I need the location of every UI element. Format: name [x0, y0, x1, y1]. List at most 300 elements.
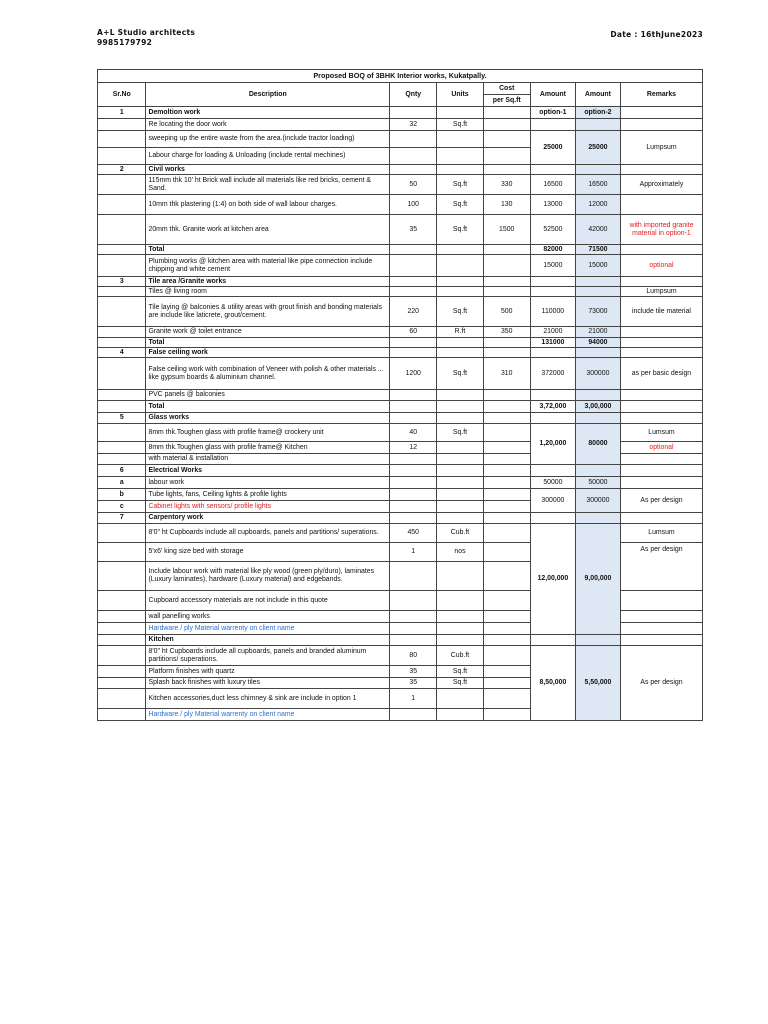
cell-description: Tile laying @ balconies & utility areas with grout finish and bonding materials are include like laticrete, grout/cement.: [146, 297, 390, 327]
cell-remarks: Lumpsum: [620, 131, 702, 165]
cell-cost: [483, 465, 530, 477]
cell-qnty: 80: [390, 646, 437, 666]
cell-description: Splash back finishes with luxury tiles: [146, 678, 390, 689]
cell-amount-2: [575, 119, 620, 131]
cell-qnty: [390, 131, 437, 148]
table-row: [98, 131, 703, 148]
cell-qnty: [390, 709, 437, 721]
cell-units: Sq.ft: [437, 297, 483, 327]
cell-qnty: 60: [390, 327, 437, 338]
cell-cost: [483, 348, 530, 358]
cell-description: Hardware / ply Material warrenty on client name: [146, 709, 390, 721]
cell-qnty: [390, 635, 437, 646]
cell-qnty: [390, 148, 437, 165]
total-amount-2: 3,00,000: [575, 401, 620, 413]
cell-units: Cub.ft: [437, 524, 483, 543]
cell-srno: [98, 442, 146, 454]
cell-srno: [98, 401, 146, 413]
cell-qnty: [390, 489, 437, 501]
total-label: Total: [146, 338, 390, 348]
cell-qnty: [390, 348, 437, 358]
cell-units: [437, 709, 483, 721]
cell-units: Sq.ft: [437, 215, 483, 245]
cell-srno: [98, 635, 146, 646]
cell-qnty: 35: [390, 678, 437, 689]
cell-cost: [483, 489, 530, 501]
cell-cost: [483, 424, 530, 442]
cell-srno: 3: [98, 277, 146, 287]
cell-units: Cub.ft: [437, 646, 483, 666]
cell-srno: [98, 358, 146, 390]
cell-srno: [98, 689, 146, 709]
cell-amount-1: [530, 277, 575, 287]
cell-srno: [98, 338, 146, 348]
table-row: [98, 245, 703, 255]
cell-qnty: 50: [390, 175, 437, 195]
cell-description: Kitchen accessories,duct less chimney & sink are include in option 1: [146, 689, 390, 709]
cell-srno: 2: [98, 165, 146, 175]
cell-units: [437, 338, 483, 348]
cell-qnty: [390, 413, 437, 424]
cell-cost: [483, 666, 530, 678]
cell-units: Sq.ft: [437, 424, 483, 442]
section-heading: False ceiling work: [146, 348, 390, 358]
cell-cost: [483, 543, 530, 562]
cell-amount-2: 80000: [575, 424, 620, 465]
section-heading: Carpentory work: [146, 513, 390, 524]
cell-description: Granite work @ toilet entrance: [146, 327, 390, 338]
cell-qnty: 35: [390, 215, 437, 245]
cell-srno: [98, 195, 146, 215]
cell-cost: [483, 338, 530, 348]
cell-srno: 6: [98, 465, 146, 477]
cell-qnty: [390, 390, 437, 401]
cell-units: [437, 465, 483, 477]
cell-qnty: [390, 477, 437, 489]
cell-description: Hardware / ply Material warrenty on client name: [146, 623, 390, 635]
cell-description: PVC panels @ balconies: [146, 390, 390, 401]
col-header-description: Description: [146, 83, 390, 107]
table-row: [98, 513, 703, 524]
cell-description: Plumbing works @ kitchen area with material like pipe connection include chipping and white cement: [146, 255, 390, 277]
cell-units: [437, 401, 483, 413]
cell-srno: [98, 245, 146, 255]
cell-amount-1: [530, 465, 575, 477]
cell-description: Cupboard accessory materials are not include in this quote: [146, 591, 390, 611]
cell-amount-2: [575, 635, 620, 646]
table-row: [98, 524, 703, 543]
cell-cost: 310: [483, 358, 530, 390]
cell-amount-2: 16500: [575, 175, 620, 195]
col-header-cost-unit: per Sq.ft: [483, 95, 530, 107]
cell-cost: [483, 635, 530, 646]
cell-amount-1: 50000: [530, 477, 575, 489]
total-amount-2: 71500: [575, 245, 620, 255]
cell-cost: [483, 501, 530, 513]
cell-description: Labour charge for loading & Unloading (include rental mechines): [146, 148, 390, 165]
cell-srno: [98, 611, 146, 623]
table-row: [98, 107, 703, 119]
table-title-row: [98, 70, 703, 83]
cell-units: [437, 348, 483, 358]
cell-description: 20mm thk. Granite work at kitchen area: [146, 215, 390, 245]
table-row: [98, 489, 703, 501]
cell-cost: [483, 165, 530, 175]
cell-description: 115mm thk 10' ht Brick wall include all materials like red bricks, cement & Sand.: [146, 175, 390, 195]
cell-srno: [98, 327, 146, 338]
cell-units: [437, 635, 483, 646]
cell-units: Sq.ft: [437, 195, 483, 215]
cell-remarks: include tile material: [620, 297, 702, 327]
cell-remarks: optional: [620, 442, 702, 454]
cell-srno: [98, 287, 146, 297]
cell-remarks: [620, 245, 702, 255]
cell-cost: [483, 513, 530, 524]
cell-units: R.ft: [437, 327, 483, 338]
cell-qnty: 220: [390, 297, 437, 327]
cell-srno: [98, 666, 146, 678]
cell-units: Sq.ft: [437, 678, 483, 689]
cell-remarks: [620, 591, 702, 611]
cell-units: [437, 442, 483, 454]
firm-header: [97, 28, 195, 48]
col-header-srno: Sr.No: [98, 83, 146, 107]
col-header-amount-2: Amount: [575, 83, 620, 107]
cell-cost: [483, 709, 530, 721]
cell-units: [437, 501, 483, 513]
cell-units: [437, 287, 483, 297]
cell-amount-1: 13000: [530, 195, 575, 215]
cell-amount-2: 73000: [575, 297, 620, 327]
cell-amount-1: 15000: [530, 255, 575, 277]
cell-units: [437, 477, 483, 489]
table-header-row: [98, 83, 703, 95]
table-row: [98, 195, 703, 215]
cell-cost: [483, 454, 530, 465]
cell-srno: [98, 543, 146, 562]
cell-amount-2: [575, 413, 620, 424]
cell-qnty: 40: [390, 424, 437, 442]
cell-units: [437, 454, 483, 465]
table-row: [98, 277, 703, 287]
cell-qnty: [390, 277, 437, 287]
cell-description: 8mm thk.Toughen glass with profile frame@ Kitchen: [146, 442, 390, 454]
cell-srno: a: [98, 477, 146, 489]
cell-cost: [483, 245, 530, 255]
cell-description: 8mm thk.Toughen glass with profile frame@ crockery unit: [146, 424, 390, 442]
cell-srno: [98, 297, 146, 327]
table-row: [98, 465, 703, 477]
section-heading: Kitchen: [146, 635, 390, 646]
cell-qnty: 35: [390, 666, 437, 678]
cell-amount-2: 12000: [575, 195, 620, 215]
firm-name: A+L Studio architects: [97, 28, 196, 37]
cell-cost: [483, 646, 530, 666]
cell-qnty: [390, 255, 437, 277]
cell-remarks: Approximately: [620, 175, 702, 195]
firm-phone: 9985179792: [97, 38, 153, 47]
section-heading: Civil works: [146, 165, 390, 175]
cell-srno: [98, 119, 146, 131]
cell-remarks: [620, 107, 702, 119]
cell-amount-1: [530, 635, 575, 646]
cell-units: [437, 562, 483, 591]
cell-description: with material & installation: [146, 454, 390, 465]
cell-remarks: as per basic design: [620, 358, 702, 390]
cell-srno: [98, 390, 146, 401]
cell-amount-1: 8,50,000: [530, 646, 575, 721]
cell-description: wall panelling works: [146, 611, 390, 623]
cell-amount-2: 25000: [575, 131, 620, 165]
cell-qnty: [390, 591, 437, 611]
cell-remarks: [620, 338, 702, 348]
cell-description: 8'0" ht Cupboards include all cupboards, panels and branded aluminum partitions/ superations.: [146, 646, 390, 666]
cell-qnty: 1: [390, 689, 437, 709]
cell-units: [437, 165, 483, 175]
cell-amount-1: [530, 165, 575, 175]
cell-amount-2: 300000: [575, 358, 620, 390]
total-label: Total: [146, 401, 390, 413]
cell-cost: [483, 689, 530, 709]
col-header-qnty: Qnty: [390, 83, 437, 107]
table-row: [98, 165, 703, 175]
total-amount-1: 131000: [530, 338, 575, 348]
table-row: [98, 287, 703, 297]
cell-cost: [483, 390, 530, 401]
cell-description: Tiles @ living room: [146, 287, 390, 297]
cell-amount-2: 42000: [575, 215, 620, 245]
cell-srno: [98, 591, 146, 611]
cell-qnty: 450: [390, 524, 437, 543]
cell-cost: 350: [483, 327, 530, 338]
cell-remarks: [620, 611, 702, 623]
cell-description: 8'0" ht Cupboards include all cupboards, panels and partitions/ superations.: [146, 524, 390, 543]
cell-amount-1: 16500: [530, 175, 575, 195]
cell-srno: [98, 646, 146, 666]
cell-amount-2: 9,00,000: [575, 524, 620, 635]
table-row: [98, 327, 703, 338]
table-row: [98, 477, 703, 489]
total-amount-2: 94000: [575, 338, 620, 348]
cell-remarks: [620, 327, 702, 338]
cell-description: sweeping up the entire waste from the area.(include tractor loading): [146, 131, 390, 148]
section-heading: Electrical Works: [146, 465, 390, 477]
cell-cost: 1500: [483, 215, 530, 245]
cell-amount-1: 25000: [530, 131, 575, 165]
cell-qnty: 1200: [390, 358, 437, 390]
cell-amount-2: 5,50,000: [575, 646, 620, 721]
cell-qnty: [390, 165, 437, 175]
cell-units: Sq.ft: [437, 119, 483, 131]
cell-units: [437, 131, 483, 148]
col-header-units: Units: [437, 83, 483, 107]
cell-description: Cabinet lights with sensors/ profile lights: [146, 501, 390, 513]
cell-srno: [98, 175, 146, 195]
table-row: [98, 348, 703, 358]
cell-description: 5'x6' king size bed with storage: [146, 543, 390, 562]
cell-description: labour work: [146, 477, 390, 489]
cell-remarks: As per design: [620, 543, 702, 591]
cell-remarks: Lumsum: [620, 524, 702, 543]
document-date: Date : 16thJune2023: [610, 30, 703, 39]
section-heading: Glass works: [146, 413, 390, 424]
cell-srno: [98, 709, 146, 721]
cell-amount-2: 15000: [575, 255, 620, 277]
cell-amount-1: 372000: [530, 358, 575, 390]
cell-cost: [483, 255, 530, 277]
cell-units: [437, 148, 483, 165]
cell-units: [437, 489, 483, 501]
cell-qnty: 100: [390, 195, 437, 215]
cell-remarks: optional: [620, 255, 702, 277]
table-row: [98, 215, 703, 245]
cell-srno: c: [98, 501, 146, 513]
cell-description: Include labour work with material like ply wood (green ply/duro), laminates (Luxury laminates), hardware (Luxury material) and edgebands.: [146, 562, 390, 591]
cell-cost: [483, 131, 530, 148]
cell-srno: [98, 148, 146, 165]
section-heading: Demoltion work: [146, 107, 390, 119]
cell-remarks: [620, 635, 702, 646]
cell-cost: 330: [483, 175, 530, 195]
cell-amount-2: [575, 513, 620, 524]
total-amount-1: 3,72,000: [530, 401, 575, 413]
cell-units: [437, 611, 483, 623]
cell-amount-1: 21000: [530, 327, 575, 338]
cell-qnty: [390, 623, 437, 635]
cell-remarks: [620, 390, 702, 401]
cell-cost: [483, 591, 530, 611]
cell-srno: [98, 454, 146, 465]
cell-description: False ceiling work with combination of Veneer with polish & other materials ... like gypsum boards & aluminium channel.: [146, 358, 390, 390]
table-row: [98, 424, 703, 442]
cell-remarks: Lumsum: [620, 424, 702, 442]
table-title: Proposed BOQ of 3BHK Interior works, Kukatpally.: [98, 70, 703, 83]
cell-remarks: [620, 348, 702, 358]
cell-remarks: [620, 465, 702, 477]
cell-amount-1: [530, 513, 575, 524]
cell-option-1-label: option-1: [530, 107, 575, 119]
cell-qnty: [390, 501, 437, 513]
cell-cost: [483, 413, 530, 424]
cell-srno: 5: [98, 413, 146, 424]
cell-cost: [483, 287, 530, 297]
cell-cost: [483, 401, 530, 413]
table-row: [98, 338, 703, 348]
cell-srno: [98, 623, 146, 635]
table-row: [98, 119, 703, 131]
table-row: [98, 175, 703, 195]
cell-amount-1: [530, 348, 575, 358]
col-header-cost: Cost: [483, 83, 530, 95]
cell-qnty: [390, 245, 437, 255]
cell-amount-1: [530, 390, 575, 401]
total-label: Total: [146, 245, 390, 255]
table-row: [98, 646, 703, 666]
cell-amount-1: 52500: [530, 215, 575, 245]
cell-remarks: As per design: [620, 489, 702, 513]
cell-amount-2: 300000: [575, 489, 620, 513]
cell-amount-1: 110000: [530, 297, 575, 327]
cell-remarks: [620, 119, 702, 131]
cell-remarks: As per design: [620, 646, 702, 721]
cell-amount-2: [575, 465, 620, 477]
cell-description: Platform finishes with quartz: [146, 666, 390, 678]
cell-srno: [98, 131, 146, 148]
table-row: [98, 297, 703, 327]
cell-qnty: [390, 513, 437, 524]
cell-srno: [98, 255, 146, 277]
cell-cost: [483, 477, 530, 489]
boq-table: [97, 69, 703, 721]
cell-qnty: [390, 287, 437, 297]
col-header-amount-1: Amount: [530, 83, 575, 107]
cell-units: [437, 689, 483, 709]
cell-remarks: with imported granite material in option-1: [620, 215, 702, 245]
cell-cost: 130: [483, 195, 530, 215]
cell-remarks: [620, 623, 702, 635]
cell-remarks: [620, 454, 702, 465]
cell-qnty: [390, 611, 437, 623]
cell-cost: 500: [483, 297, 530, 327]
cell-remarks: [620, 165, 702, 175]
cell-qnty: [390, 562, 437, 591]
table-row: [98, 635, 703, 646]
section-heading: Tile area /Granite works: [146, 277, 390, 287]
cell-units: [437, 390, 483, 401]
cell-qnty: 32: [390, 119, 437, 131]
cell-remarks: [620, 277, 702, 287]
cell-remarks: [620, 195, 702, 215]
cell-amount-2: [575, 165, 620, 175]
cell-qnty: [390, 465, 437, 477]
cell-cost: [483, 623, 530, 635]
cell-units: [437, 623, 483, 635]
cell-qnty: [390, 401, 437, 413]
cell-qnty: [390, 338, 437, 348]
table-row: [98, 390, 703, 401]
cell-amount-2: [575, 287, 620, 297]
cell-remarks: [620, 401, 702, 413]
cell-remarks: Lumpsum: [620, 287, 702, 297]
cell-units: nos: [437, 543, 483, 562]
cell-remarks: [620, 413, 702, 424]
cell-qnty: [390, 107, 437, 119]
cell-srno: b: [98, 489, 146, 501]
cell-amount-2: 50000: [575, 477, 620, 489]
cell-cost: [483, 107, 530, 119]
cell-remarks: [620, 477, 702, 489]
cell-srno: [98, 524, 146, 543]
cell-srno: [98, 678, 146, 689]
cell-units: Sq.ft: [437, 666, 483, 678]
cell-cost: [483, 119, 530, 131]
table-row: [98, 401, 703, 413]
col-header-remarks: Remarks: [620, 83, 702, 107]
cell-amount-2: [575, 277, 620, 287]
cell-option-2-label: option-2: [575, 107, 620, 119]
cell-amount-1: [530, 119, 575, 131]
cell-units: Sq.ft: [437, 175, 483, 195]
cell-cost: [483, 148, 530, 165]
cell-qnty: [390, 454, 437, 465]
cell-amount-1: [530, 413, 575, 424]
table-row: [98, 255, 703, 277]
cell-cost: [483, 678, 530, 689]
cell-units: [437, 413, 483, 424]
cell-description: Re locating the door work: [146, 119, 390, 131]
cell-srno: 4: [98, 348, 146, 358]
cell-srno: [98, 215, 146, 245]
